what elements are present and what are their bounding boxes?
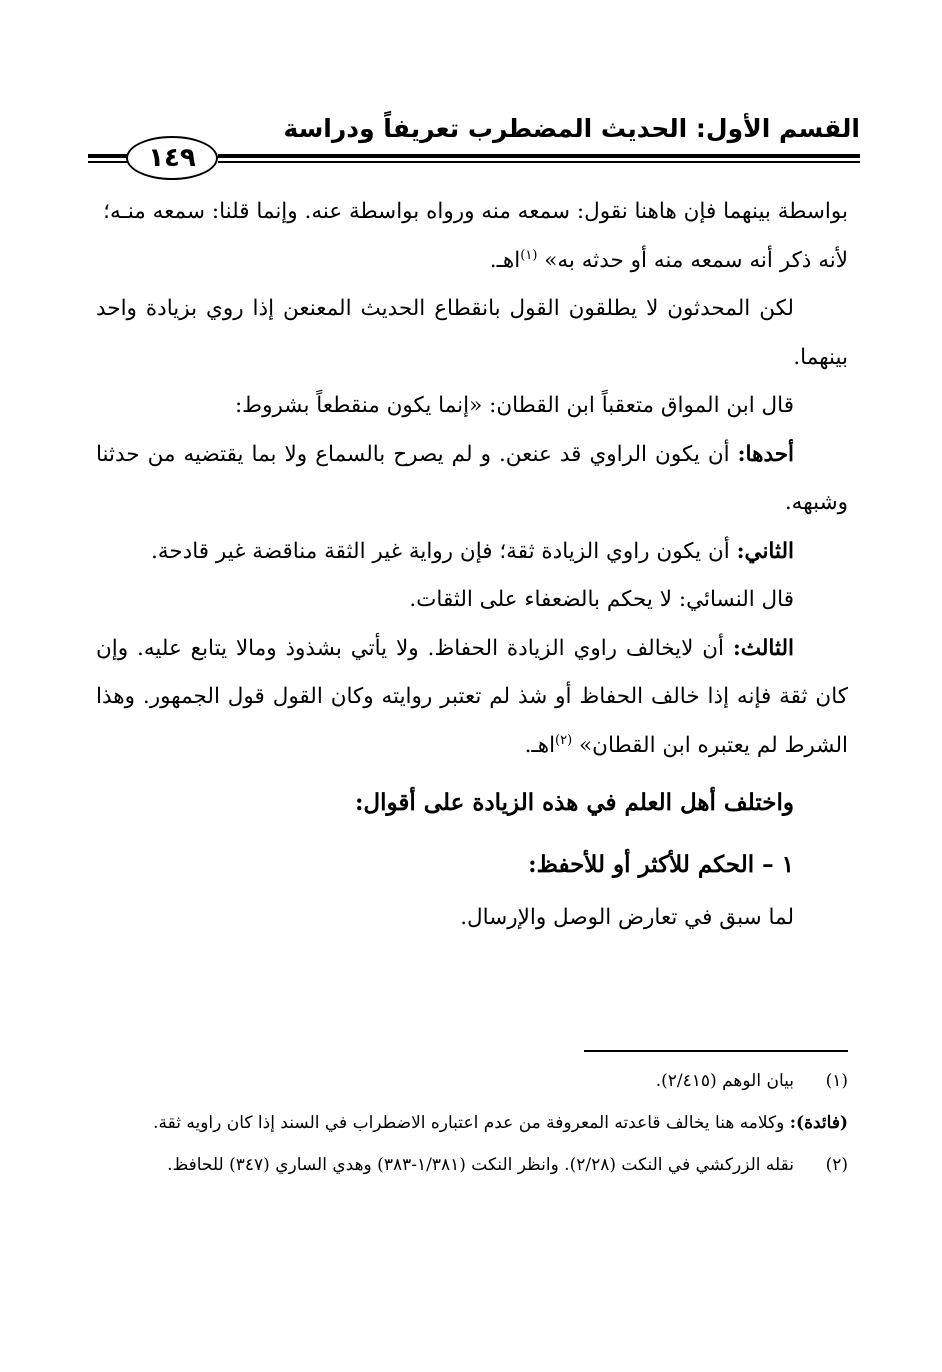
footnote-text: بيان الوهم (٢/٤١٥). [655, 1071, 794, 1091]
condition-text: أن يكون الراوي قد عنعن. و لم يصرح بالسماع ولا بما يقتضيه من حدثنا وشبهه. [96, 441, 848, 515]
header-rule-thin [218, 161, 860, 163]
footnote-number: (٢) [825, 1155, 848, 1175]
main-text [96, 188, 848, 943]
footnote-note [96, 1102, 848, 1144]
page-header [88, 112, 860, 174]
condition-label: أحدها: [737, 441, 794, 467]
running-title: القسم الأول: الحديث المضطرب تعريفاً ودراسة [283, 114, 860, 143]
text-line: لأنه ذكر أنه سمعه منه أو حدثه به» [544, 247, 848, 273]
condition-label: الثاني: [736, 538, 794, 564]
paragraph: لما سبق في تعارض الوصل والإرسال. [460, 905, 794, 930]
footnote-separator [584, 1050, 848, 1052]
text-line: بواسطة بينهما فإن هاهنا نقول: سمعه منه ورواه بواسطة عنه. وإنما قلنا: سمعه منـه؛ [103, 199, 848, 224]
header-rule-thick [218, 154, 860, 158]
condition-text: أن لايخالف راوي الزيادة الحفاظ. ولا يأتي بشذوذ ومالا يتابع عليه. وإن كان ثقة فإنه إذا خالف الحفاظ أو شذ لم تعتبر روايته وكان القول قول الجمهور. وهذا الشرط لم يعتبره ابن القطان» [96, 635, 848, 758]
paragraph: قال النسائي: لا يحكم بالضعفاء على الثقات. [409, 587, 794, 612]
quote-intro: قال ابن المواق متعقباً ابن القطان: «إنما يكون منقطعاً بشروط: [234, 393, 794, 418]
footnote-number: (١) [825, 1071, 848, 1091]
header-rule-left-thick [88, 154, 128, 158]
note-label: (فائدة): [789, 1113, 848, 1133]
subsection-heading: ١ – الحكم للأكثر أو للأحفظ: [528, 851, 794, 878]
condition-one [96, 431, 848, 528]
condition-label: الثالث: [732, 635, 794, 661]
footnotes [96, 1060, 848, 1186]
note-text: وكلامه هنا يخالف قاعدته المعروفة من عدم اعتباره الاضطراب في السند إذا كان راويه ثقة. [153, 1113, 790, 1133]
footnote-1 [96, 1060, 848, 1102]
footnote-ref: (٢) [555, 732, 573, 748]
text-suffix: اهـ. [489, 247, 521, 273]
condition-two [96, 528, 848, 577]
paragraph: لكن المحدثون لا يطلقون القول بانقطاع الحديث المعنعن إذا روي بزيادة واحد بينهما. [96, 296, 848, 370]
footnote-text: نقله الزركشي في النكت (٢/٢٨). وانظر النكت (١/٣٨١-٣٨٣) وهدي الساري (٣٤٧) للحافظ. [167, 1155, 794, 1175]
condition-three [96, 625, 848, 771]
header-rule-left-thin [88, 161, 128, 163]
condition-text: أن يكون راوي الزيادة ثقة؛ فإن رواية غير الثقة مناقضة غير قادحة. [150, 538, 737, 564]
paragraph [96, 188, 848, 285]
section-heading: واختلف أهل العلم في هذه الزيادة على أقوال: [354, 789, 794, 816]
text-suffix: اهـ. [524, 732, 556, 758]
page-number: ١٤٩ [126, 136, 218, 180]
footnote-2 [96, 1144, 848, 1186]
footnote-ref: (١) [520, 247, 538, 263]
